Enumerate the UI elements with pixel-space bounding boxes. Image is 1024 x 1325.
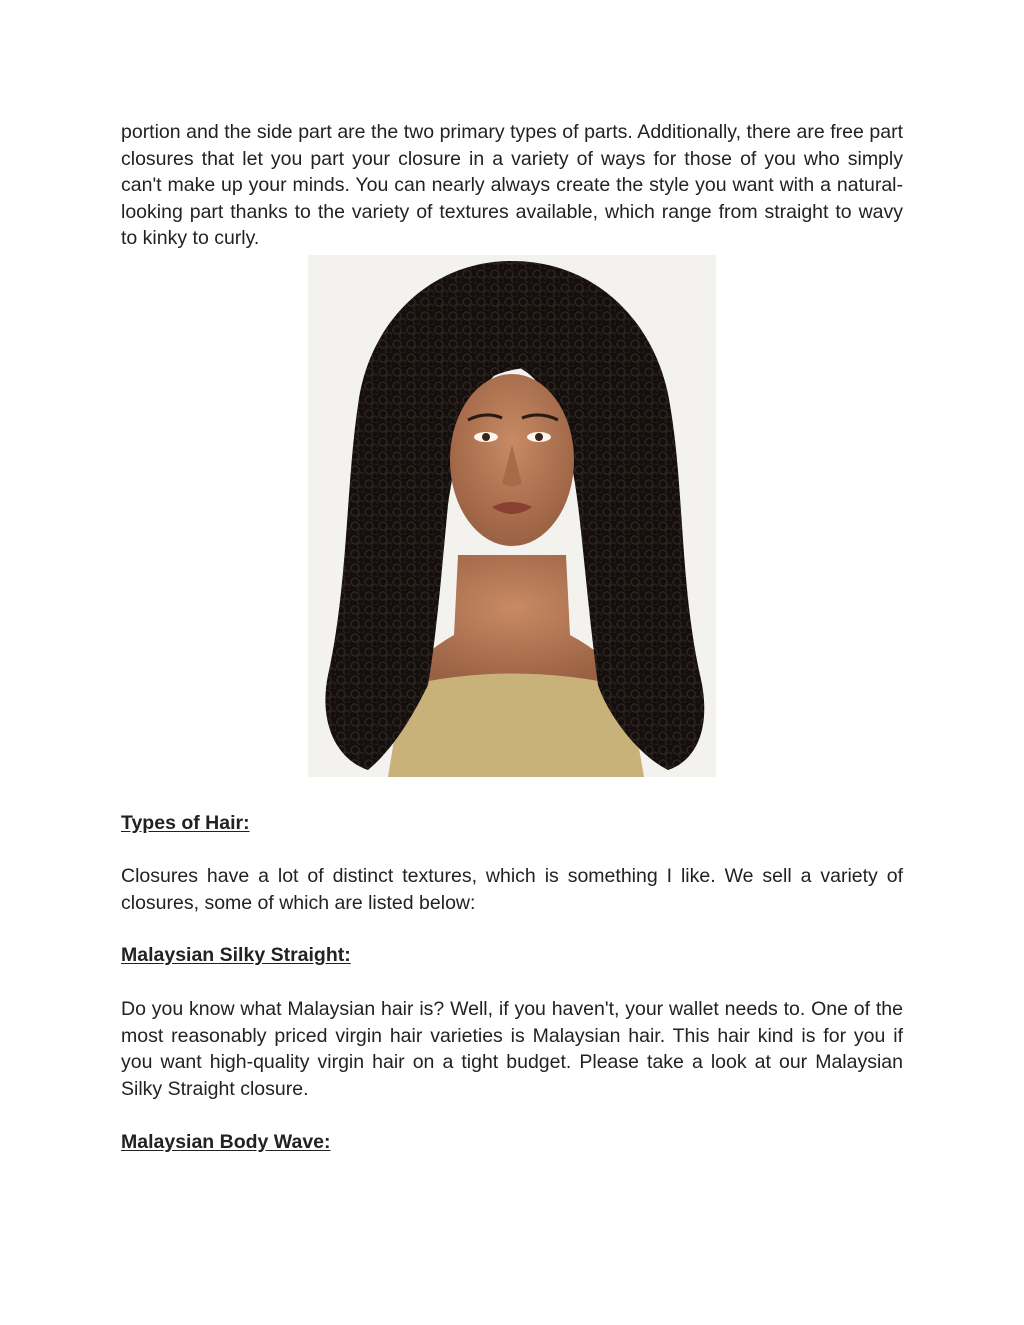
malaysian-body-wave-heading: Malaysian Body Wave: [121,1131,331,1153]
intro-paragraph: portion and the side part are the two primary types of parts. Additionally, there are free part closures that let you part your closure in a variety of ways for those of you who simply can't make up your minds. You can nearly always create the style you want with a natural-looking part thanks to the variety of textures available, which range from straight to wavy to kinky to curly. [121,121,903,249]
curly-hair-model-photo [308,255,716,777]
types-of-hair-heading: Types of Hair: [121,812,250,834]
types-of-hair-paragraph: Closures have a lot of distinct textures, which is something I like. We sell a variety of closures, some of which are listed below: [121,865,903,914]
malaysian-silky-straight-paragraph: Do you know what Malaysian hair is? Well, if you haven't, your wallet needs to. One of the most reasonably priced virgin hair varieties is Malaysian hair. This hair kind is for you if you want high-quality virgin hair on a tight budget. Please take a look at our Malaysian Silky Straight closure. [121,998,903,1100]
malaysian-silky-straight-heading: Malaysian Silky Straight: [121,944,351,966]
